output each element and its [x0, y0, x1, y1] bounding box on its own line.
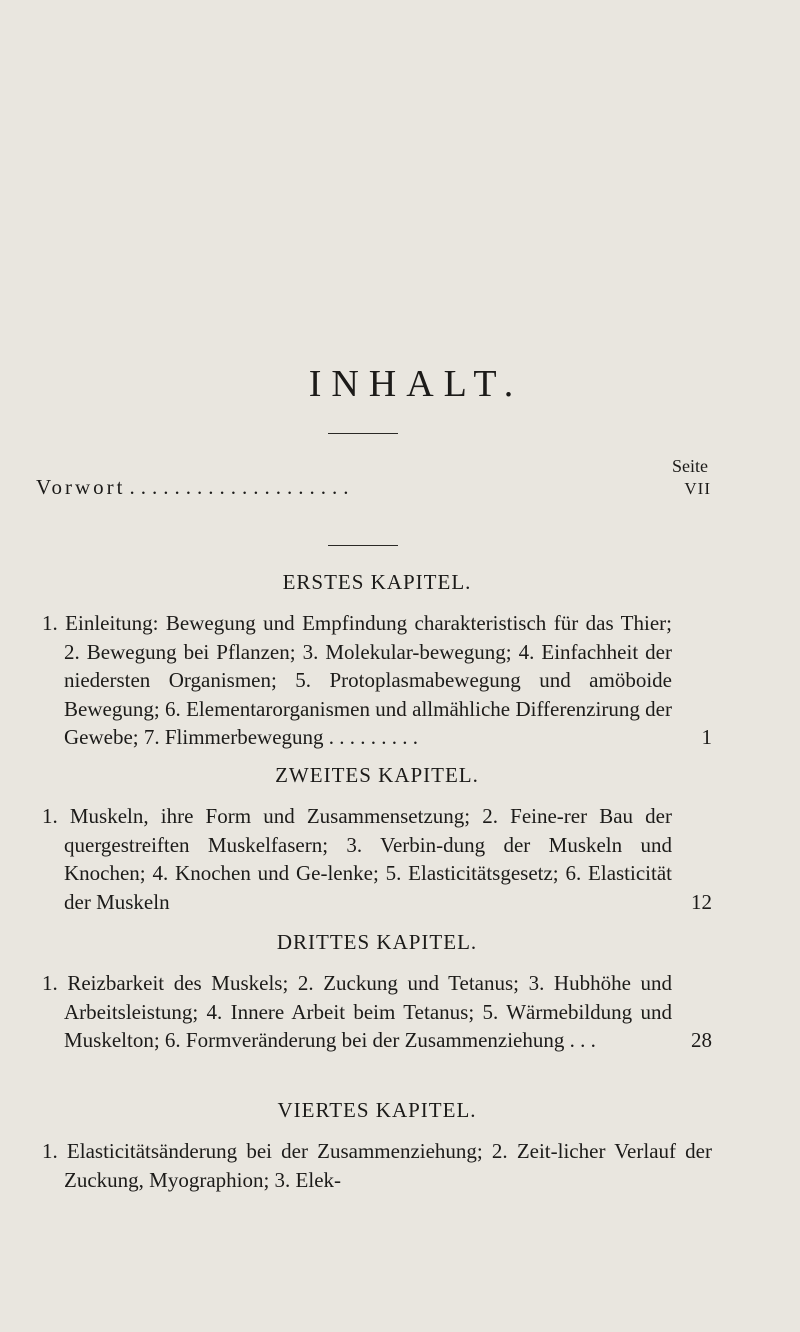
seite-column-label: Seite	[672, 456, 708, 476]
chapter-heading: ERSTES KAPITEL.	[282, 570, 472, 594]
chapter-text: 1. Reizbarkeit des Muskels; 2. Zuckung und Tetanus; 3. Hubhöhe und Arbeitsleistung; 4. Innere Arbeit beim Tetanus; 5. Wärmebildung und Muskelton; 6. Formveränderung bei der Zusammenziehung . . .	[42, 971, 672, 1052]
chapter-contents	[42, 802, 712, 916]
title-rule	[328, 433, 398, 434]
chapter-heading: DRITTES KAPITEL.	[276, 930, 478, 954]
toc-entry-vorwort	[36, 475, 711, 500]
page-title: INHALT.	[308, 363, 524, 405]
chapter-page-number: 28	[691, 1028, 712, 1052]
chapter-heading: VIERTES KAPITEL.	[277, 1098, 477, 1122]
chapter-1	[42, 570, 712, 752]
chapter-2	[42, 763, 712, 916]
chapter-text: 1. Elasticitätsänderung bei der Zusammenziehung; 2. Zeit-licher Verlauf der Zuckung, Myographion; 3. Elek-	[42, 1139, 712, 1192]
chapter-contents	[42, 609, 712, 752]
dot-leader: ....................	[129, 475, 355, 499]
chapter-page-number: 1	[701, 725, 712, 749]
vorwort-page-number: VII	[684, 479, 711, 498]
chapter-heading: ZWEITES KAPITEL.	[275, 763, 479, 787]
chapter-3	[42, 930, 712, 1055]
vorwort-label: Vorwort	[36, 475, 126, 499]
chapter-contents	[42, 969, 712, 1055]
chapter-text: 1. Einleitung: Bewegung und Empfindung charakteristisch für das Thier; 2. Bewegung bei Pflanzen; 3. Molekular-bewegung; 4. Einfachheit der niedersten Organismen; 5. Protoplasmabewegung und amöboide Bewegung; 6. Elementarorganismen und allmähliche Differenzirung der Gewebe; 7. Flimmerbewegung . . . . . . . . .	[42, 611, 672, 749]
chapter-contents	[42, 1137, 712, 1194]
section-rule	[328, 545, 398, 546]
chapter-page-number: 12	[691, 889, 712, 914]
chapter-text: 1. Muskeln, ihre Form und Zusammensetzung; 2. Feine-rer Bau der quergestreiften Muskelfasern; 3. Verbin-dung der Muskeln und Knochen; 4. Knochen und Ge-lenke; 5. Elasticitätsgesetz; 6. Elasticität der Muskeln	[42, 804, 672, 914]
chapter-4	[42, 1098, 712, 1194]
